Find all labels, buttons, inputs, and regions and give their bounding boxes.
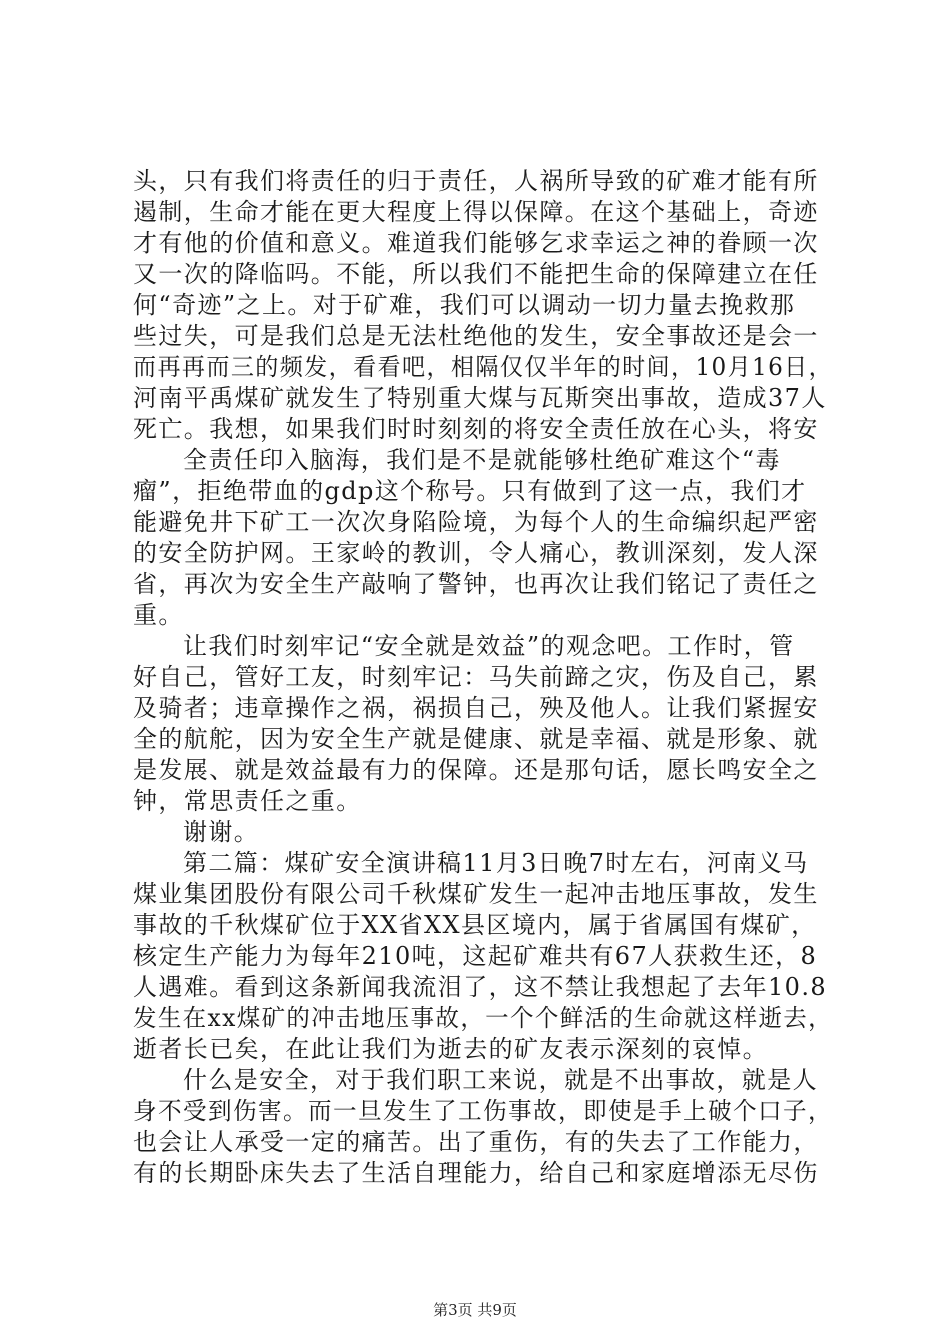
text-line: 头，只有我们将责任的归于责任，人祸所导致的矿难才能有所 xyxy=(133,167,819,195)
text-line: 发生在xx煤矿的冲击地压事故，一个个鲜活的生命就这样逝去， xyxy=(133,1004,833,1032)
text-line: 是发展、就是效益最有力的保障。还是那句话，愿长鸣安全之 xyxy=(133,756,819,784)
text-line: 事故的千秋煤矿位于XX省XX县区境内，属于省属国有煤矿， xyxy=(133,911,817,939)
text-line: 死亡。我想，如果我们时时刻刻的将安全责任放在心头，将安 xyxy=(133,415,819,443)
text-line: 省，再次为安全生产敲响了警钟，也再次让我们铭记了责任之 xyxy=(133,570,819,598)
text-line: 逝者长已矣，在此让我们为逝去的矿友表示深刻的哀悼。 xyxy=(133,1035,768,1063)
text-line: 遏制，生命才能在更大程度上得以保障。在这个基础上，奇迹 xyxy=(133,198,819,226)
text-line: 也会让人承受一定的痛苦。出了重伤，有的失去了工作能力， xyxy=(133,1128,819,1156)
text-line: 河南平禹煤矿就发生了特别重大煤与瓦斯突出事故，造成37人 xyxy=(133,384,827,412)
text-line: 让我们时刻牢记“安全就是效益”的观念吧。工作时，管 xyxy=(183,632,795,660)
page-number-footer: 第3页 共9页 xyxy=(433,1301,517,1319)
text-line: 钟，常思责任之重。 xyxy=(133,787,362,815)
text-line: 谢谢。 xyxy=(183,818,260,846)
text-line: 身不受到伤害。而一旦发生了工伤事故，即使是手上破个口子， xyxy=(133,1097,833,1125)
text-line: 何“奇迹”之上。对于矿难，我们可以调动一切力量去挽救那 xyxy=(133,291,796,319)
text-line: 人遇难。看到这条新闻我流泪了，这不禁让我想起了去年10.8 xyxy=(133,973,828,1001)
text-line: 什么是安全，对于我们职工来说，就是不出事故，就是人 xyxy=(183,1066,818,1094)
text-line: 好自己，管好工友，时刻牢记：马失前蹄之灾，伤及自己，累 xyxy=(133,663,819,691)
text-line: 又一次的降临吗。不能，所以我们不能把生命的保障建立在任 xyxy=(133,260,819,288)
text-line: 而再再而三的频发，看看吧，相隔仅仅半年的时间，10月16日， xyxy=(133,353,834,381)
text-line: 能避免井下矿工一次次身陷险境，为每个人的生命编织起严密 xyxy=(133,508,819,536)
text-line: 全责任印入脑海，我们是不是就能够杜绝矿难这个“毒 xyxy=(183,446,781,474)
text-line: 煤业集团股份有限公司千秋煤矿发生一起冲击地压事故，发生 xyxy=(133,880,819,908)
text-line: 有的长期卧床失去了生活自理能力，给自己和家庭增添无尽伤 xyxy=(133,1159,819,1187)
text-line: 才有他的价值和意义。难道我们能够乞求幸运之神的眷顾一次 xyxy=(133,229,819,257)
text-line: 核定生产能力为每年210吨，这起矿难共有67人获救生还，8 xyxy=(133,942,818,970)
text-line: 些过失，可是我们总是无法杜绝他的发生，安全事故还是会一 xyxy=(133,322,819,350)
text-line: 瘤”，拒绝带血的gdp这个称号。只有做到了这一点，我们才 xyxy=(133,477,807,505)
text-line: 全的航舵，因为安全生产就是健康、就是幸福、就是形象、就 xyxy=(133,725,819,753)
text-line: 重。 xyxy=(133,601,184,629)
text-line: 的安全防护网。王家岭的教训，令人痛心，教训深刻，发人深 xyxy=(133,539,819,567)
text-line: 及骑者；违章操作之祸，祸损自己，殃及他人。让我们紧握安 xyxy=(133,694,819,722)
text-line: 第二篇：煤矿安全演讲稿11月3日晚7时左右，河南义马 xyxy=(183,849,809,877)
